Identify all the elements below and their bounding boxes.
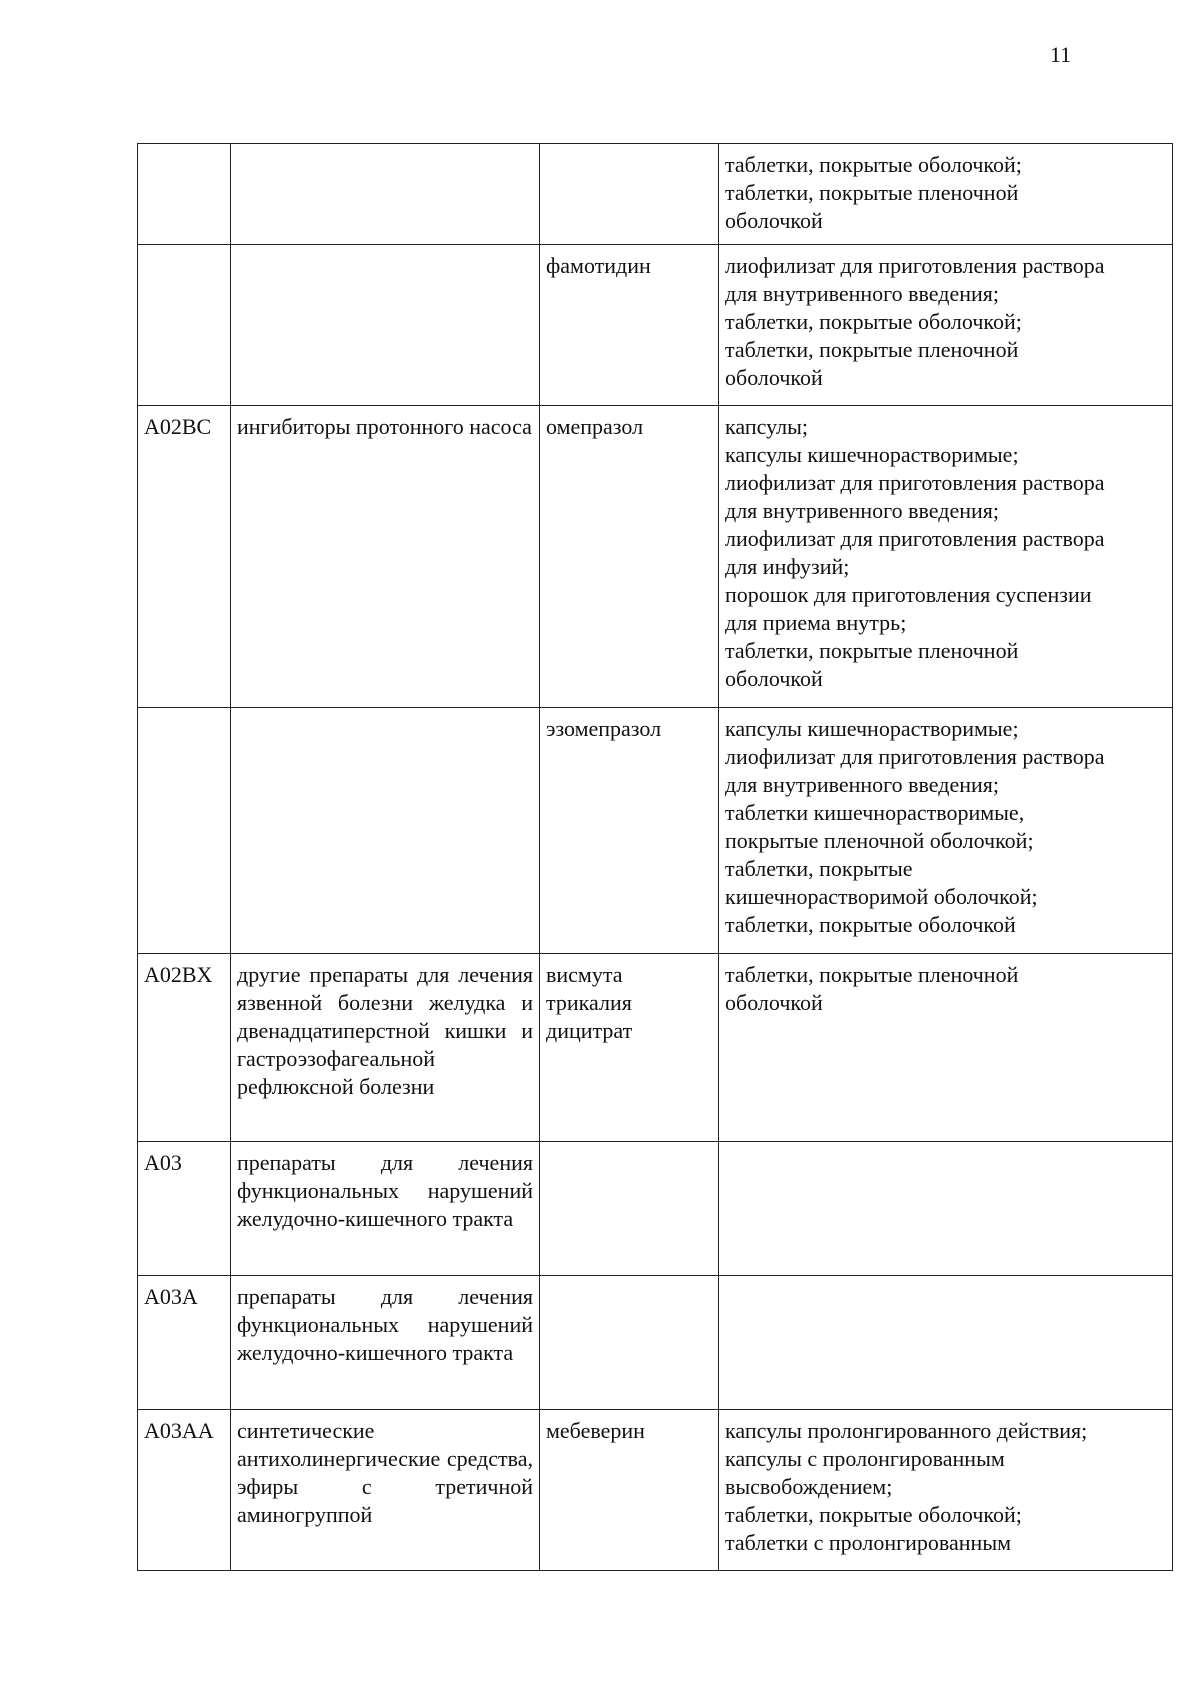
atc-code-cell	[138, 245, 231, 406]
atc-code-cell: A03AA	[138, 1410, 231, 1571]
page-number: 11	[1050, 42, 1072, 67]
group-cell: ингибиторы протонного насоса	[231, 406, 540, 708]
atc-code-cell: A02BC	[138, 406, 231, 708]
table-row	[138, 144, 1173, 245]
group-cell	[231, 708, 540, 954]
drug-table	[137, 143, 1173, 1571]
drug-name-cell	[540, 1276, 719, 1410]
dosage-form-cell	[719, 1142, 1173, 1276]
table-row	[138, 245, 1173, 406]
atc-code-cell	[138, 144, 231, 245]
table-row	[138, 1410, 1173, 1571]
table-row	[138, 406, 1173, 708]
group-cell: препараты для лечения функциональных нарушений желудочно-кишечного тракта	[231, 1142, 540, 1276]
drug-name-cell	[540, 144, 719, 245]
dosage-form-cell: лиофилизат для приготовления раствора для внутривенного введения; таблетки, покрытые оболочкой; таблетки, покрытые пленочной оболочкой	[719, 245, 1173, 406]
group-cell: синтетические антихолинергические средства, эфиры с третичной аминогруппой	[231, 1410, 540, 1571]
drug-name-cell: фамотидин	[540, 245, 719, 406]
table-row	[138, 1276, 1173, 1410]
table-row	[138, 1142, 1173, 1276]
group-cell	[231, 144, 540, 245]
group-cell	[231, 245, 540, 406]
dosage-form-cell: капсулы пролонгированного действия; капсулы с пролонгированным высвобождением; таблетки, покрытые оболочкой; таблетки с пролонгированным	[719, 1410, 1173, 1571]
dosage-form-cell	[719, 1276, 1173, 1410]
dosage-form-cell: таблетки, покрытые пленочной оболочкой	[719, 954, 1173, 1142]
drug-name-cell	[540, 1142, 719, 1276]
table-row	[138, 708, 1173, 954]
atc-code-cell	[138, 708, 231, 954]
table-row	[138, 954, 1173, 1142]
dosage-form-cell: таблетки, покрытые оболочкой; таблетки, покрытые пленочной оболочкой	[719, 144, 1173, 245]
atc-code-cell: A02BX	[138, 954, 231, 1142]
drug-name-cell: омепразол	[540, 406, 719, 708]
group-cell: препараты для лечения функциональных нарушений желудочно-кишечного тракта	[231, 1276, 540, 1410]
atc-code-cell: A03A	[138, 1276, 231, 1410]
dosage-form-cell: капсулы кишечнорастворимые; лиофилизат для приготовления раствора для внутривенного введения; таблетки кишечнорастворимые, покрытые пленочной оболочкой; таблетки, покрытые кишечнорастворимой оболочкой; таблетки, покрытые оболочкой	[719, 708, 1173, 954]
drug-name-cell: висмута трикалия дицитрат	[540, 954, 719, 1142]
atc-code-cell: A03	[138, 1142, 231, 1276]
drug-name-cell: мебеверин	[540, 1410, 719, 1571]
dosage-form-cell: капсулы; капсулы кишечнорастворимые; лиофилизат для приготовления раствора для внутривенного введения; лиофилизат для приготовления раствора для инфузий; порошок для приготовления суспензии для приема внутрь; таблетки, покрытые пленочной оболочкой	[719, 406, 1173, 708]
group-cell: другие препараты для лечения язвенной болезни желудка и двенадцатиперстной кишки и гастроэзофагеальной рефлюксной болезни	[231, 954, 540, 1142]
drug-name-cell: эзомепразол	[540, 708, 719, 954]
